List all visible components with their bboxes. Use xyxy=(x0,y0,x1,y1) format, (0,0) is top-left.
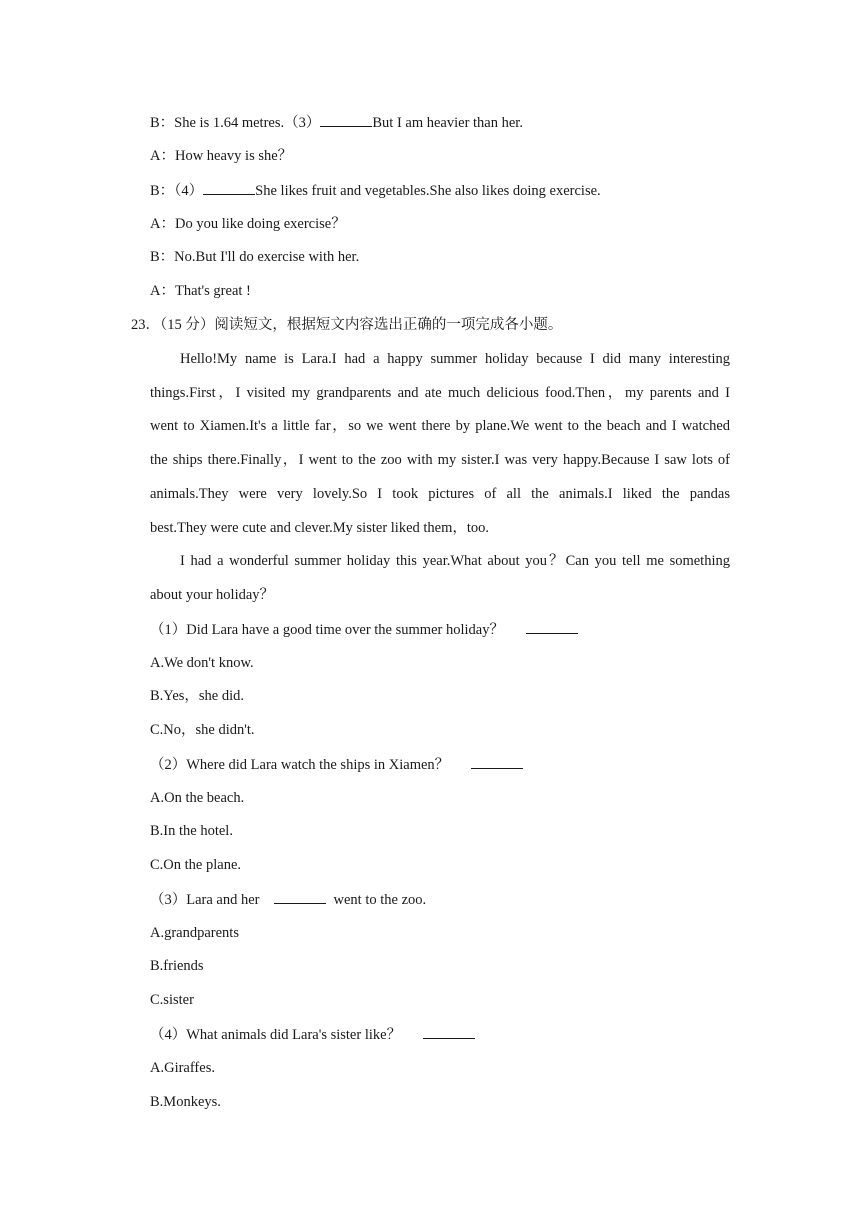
option-b[interactable]: B.Yes，she did. xyxy=(150,688,245,704)
sub-question-3 xyxy=(150,889,426,910)
sub-question-4 xyxy=(150,1024,475,1045)
answer-blank[interactable] xyxy=(274,889,326,904)
answer-blank[interactable] xyxy=(423,1024,475,1039)
question-number: 23． xyxy=(131,317,160,333)
passage-line: animals.They were very lovely.So I took pictures of all the animals.I liked the pandas xyxy=(150,486,730,502)
dialogue-text: B：（4） xyxy=(150,183,204,199)
passage-line: the ships there.Finally，I went to the zoo with my sister.I was very happy.Because I saw lots of xyxy=(150,452,730,468)
option-c[interactable]: C.On the plane. xyxy=(150,857,242,873)
answer-blank[interactable] xyxy=(203,180,255,195)
question-stem: （1）Did Lara have a good time over the summer holiday？ xyxy=(150,622,504,638)
option-a[interactable]: A.On the beach. xyxy=(150,790,245,806)
question-stem: （2）Where did Lara watch the ships in Xiamen？ xyxy=(150,757,450,773)
option-b[interactable]: B.friends xyxy=(150,958,204,974)
question-stem: went to the zoo. xyxy=(333,892,427,908)
option-a[interactable]: A.grandparents xyxy=(150,925,239,941)
question-instruction: （15 分）阅读短文，根据短文内容选出正确的一项完成各小题。 xyxy=(160,317,563,333)
sub-question-1 xyxy=(150,619,578,640)
question-header xyxy=(131,315,562,335)
option-c[interactable]: C.No，she didn't. xyxy=(150,722,255,738)
sub-question-2 xyxy=(150,754,523,775)
dialogue-text: A：That's great ! xyxy=(150,283,251,299)
passage-line: about your holiday？ xyxy=(150,587,275,603)
answer-blank[interactable] xyxy=(471,754,523,769)
passage-line: best.They were cute and clever.My sister liked them，too. xyxy=(150,520,490,536)
passage-line: things.First，I visited my grandparents and ate much delicious food.Then，my parents and I xyxy=(150,385,730,401)
question-stem: （4）What animals did Lara's sister like？ xyxy=(150,1027,402,1043)
dialogue-text: But I am heavier than her. xyxy=(372,115,523,131)
dialogue-line-1 xyxy=(150,112,523,133)
dialogue-text: A：Do you like doing exercise？ xyxy=(150,216,346,232)
answer-blank[interactable] xyxy=(526,619,578,634)
passage-line: went to Xiamen.It's a little far，so we went there by plane.We went to the beach and I watched xyxy=(150,418,730,434)
dialogue-text: B：She is 1.64 metres.（3） xyxy=(150,115,321,131)
option-b[interactable]: B.Monkeys. xyxy=(150,1094,221,1110)
option-b[interactable]: B.In the hotel. xyxy=(150,823,233,839)
answer-blank[interactable] xyxy=(320,112,372,127)
dialogue-text: B：No.But I'll do exercise with her. xyxy=(150,249,360,265)
passage-line: I had a wonderful summer holiday this year.What about you？Can you tell me something xyxy=(180,553,730,569)
option-c[interactable]: C.sister xyxy=(150,992,194,1008)
option-a[interactable]: A.Giraffes. xyxy=(150,1060,215,1076)
question-stem: （3）Lara and her xyxy=(150,892,260,908)
dialogue-text: A：How heavy is she？ xyxy=(150,148,293,164)
dialogue-line-4 xyxy=(150,214,346,234)
option-a[interactable]: A.We don't know. xyxy=(150,655,254,671)
dialogue-text: She likes fruit and vegetables.She also likes doing exercise. xyxy=(255,183,601,199)
dialogue-line-5 xyxy=(150,247,359,267)
dialogue-line-6 xyxy=(150,281,251,301)
passage-line: Hello!My name is Lara.I had a happy summer holiday because I did many interesting xyxy=(180,351,730,367)
dialogue-line-3 xyxy=(150,180,601,201)
dialogue-line-2 xyxy=(150,146,292,166)
